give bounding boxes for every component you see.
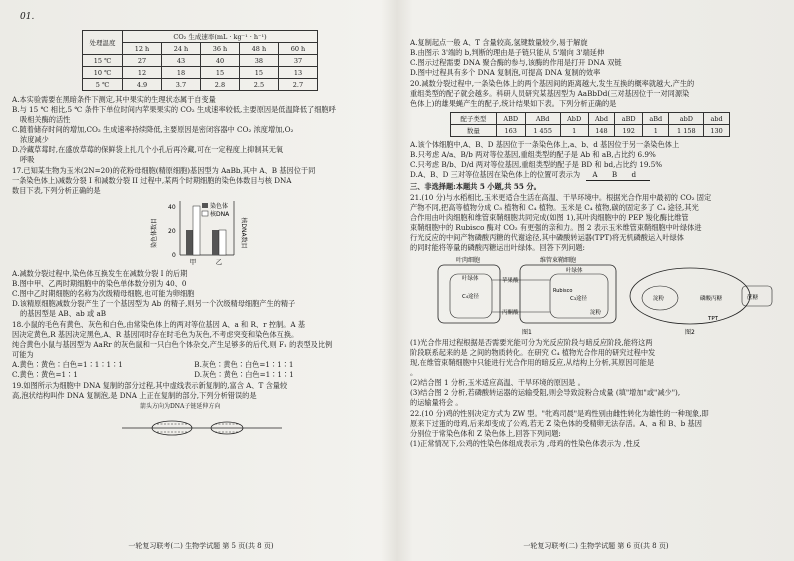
question-18 [12,320,390,380]
option-line: 浓度减少 [20,135,49,144]
replication-svg [12,402,390,446]
option-line: 的基因型是 AB、ab 或 aB [20,309,107,318]
question-line: 原来下过蛋的母鸡,后来却变成了公鸡,若无 Z 染色体的受精卵无法存活。A、a 和 B、b 基因 [410,419,702,428]
question-line: (1)光合作用过程根据是否需要光能可分为光反应阶段与暗反应阶段,能将这两 [410,338,653,347]
legend-dna: 核DNA [210,211,230,218]
table-cell: 12 [123,67,162,79]
table-cell: AbD [560,113,588,125]
category-yi: 乙 [215,258,223,266]
question-line: 产物不同,把高等植物分成 C₃ 植物和 C₄ 植物。玉米是 C₄ 植物,碳的固定多了 C₄ 途径,其光 [410,203,699,212]
table-cell: 15 ℃ [83,55,123,67]
table-cell: ABd [525,113,560,125]
table-cell: 5 ℃ [83,79,123,91]
table-cell: ABD [496,113,525,125]
question-line: 21.(10 分)与水稻相比,玉米更适合生活在高温、干旱环境中。根据光合作用中最初的 CO₂ 固定 [410,193,712,202]
option-d: D.灰色∶黄色∶白色=1∶1∶1 [194,370,294,379]
table-cell: 130 [704,125,730,137]
legend-swatch-dna [202,211,208,216]
tick-label: 0 [172,252,176,259]
table-cell: abD [669,113,704,125]
table-cell: Abd [588,113,615,125]
question-line: 的同时能将等量的磷酸丙糖运出叶绿体。回答下列问题: [410,243,585,252]
option-d: D.A、B、D 三对等位基因在染色体上的位置可表示为 [410,170,581,179]
option-row [12,370,390,380]
option-line: C.只考虑 B/b、D/d 两对等位基因,重组类型的配子是 BD 和 bd,占比约 19.5% [410,160,663,169]
table-label: 数量 [451,125,497,137]
chloroplast-label: 叶绿体 [566,268,583,274]
starch-label: 淀粉 [590,310,602,316]
table-row [83,79,318,91]
fig1-caption: 图1 [522,329,532,336]
gamete-table [450,112,730,137]
question-line: 数目下表,下列分析正确的是 [12,186,101,195]
option-line: B.由图示 3'端的 b,判断的理由是子链只能从 5'端向 3'端延伸 [410,48,605,57]
option-line: C.随着储存时间的增加,CO₂ 生成速率持续降低,主要原因是密闭容器中 CO₂ 浓度增加,O₂ [12,125,294,134]
question-line: 。 [410,368,418,377]
table-label: 配子类型 [451,113,497,125]
option-line: A.本实验需要在黑暗条件下测定,其中果实的生理状态属于自变量 [12,95,216,104]
section-heading: 三、非选择题:本题共 5 小题,共 55 分。 [410,182,541,191]
question-19 [12,381,390,401]
question-line: (3)结合图 2 分析,若磷酸转运器的运输受阻,则会导致淀粉合成量 (填"增加"或"减少"), [410,388,681,397]
malate-label: 苹果酸 [502,278,519,284]
question-20 [410,79,782,109]
question-line: 可能为 [12,350,34,359]
q16-options [12,95,390,165]
fig1-mesophyll-label: 叶肉细胞 [456,257,481,264]
table-cell: 40 [200,55,239,67]
table-cell: 15 [239,67,278,79]
table-cell: 27 [123,55,162,67]
gene-label: B [611,170,618,179]
pyruvate-label: 丙酮酸 [502,310,519,316]
table-time: 12 h [123,43,162,55]
tick-label: 20 [168,228,176,235]
table-cell: 18 [161,67,200,79]
option-line: C.图中乙时期细胞的名称为次级精母细胞,也可能为卵细胞 [12,289,195,298]
fig1-bundle-label: 维管束鞘细胞 [540,257,577,264]
gene-label: d [631,170,637,179]
question-line: 17.已知某生物为玉米(2N=20)的花粉母细胞(精原细胞)基因型为 AaBb,其中 A、B 基因位于同 [12,166,316,175]
question-line: 色体上)的雄果蝇产生的配子,统计结果如下表。下列分析正确的是 [410,99,617,108]
table-cell: 2.5 [239,79,278,91]
table-cell: abd [704,113,730,125]
tick-label: 40 [168,204,176,211]
table-time: 60 h [278,43,317,55]
table-cell: 38 [239,55,278,67]
question-line: 一条染色体上)减数分裂 I 和减数分裂 II 过程中,某两个时期细胞的染色体数目与核 DNA [12,176,292,185]
table-cell: 43 [161,55,200,67]
left-page [12,8,390,553]
option-line: D.冷藏草莓时,在盛放草莓的保鲜袋上扎几个小孔后再冷藏,可在一定程度上抑制其无氧 [12,145,284,154]
table-cell: 15 [200,67,239,79]
question-line: (2)结合图 1 分析,玉米适应高温、干旱环境的原因是 。 [410,378,585,387]
fig2-tpt-label: TPT [708,316,719,322]
table-cell: 3.7 [161,79,200,91]
table-head-temp: 处理温度 [83,31,123,55]
q19-options [410,38,782,78]
right-axis-label: 核DNA数目 [240,217,247,249]
option-line: 吸相关酶的活性 [20,115,71,124]
bar-yi-chromosome [212,230,219,255]
table-cell: 148 [588,125,615,137]
bar-yi-dna [219,230,226,255]
table-time: 48 h [239,43,278,55]
table-cell: 1 [643,125,669,137]
fig2-caption: 图2 [685,329,695,336]
table-cell: 1 455 [525,125,560,137]
legend-swatch-chromosome [202,203,208,208]
question-line: 阶段联系起来的是 之间的物质转化。在研究 C₄ 植物光合作用的研究过程中发 [410,348,656,357]
question-line: 因决定黄色,R 基因决定黑色,A、R 基因同时存在时毛色为灰色,不考虑突变和染色体互换。 [12,330,299,339]
table-cell: 13 [278,67,317,79]
question-line: 分别位于常染色体和 Z 染色体上,回答下列问题: [410,429,561,438]
table-cell: 2.8 [200,79,239,91]
table-time: 24 h [161,43,200,55]
left-axis-label: 染色体数目 [151,217,158,249]
question-line: 现,在维管束鞘细胞中只能进行光合作用的暗反应,从结构上分析,其原因可能是 [410,358,655,367]
figures-svg [410,254,782,338]
gene-label: A [592,170,598,179]
question-line: 纯合黄色小鼠与基因型为 AaRr 的灰色鼠和一只白色个体杂交,产生足够多的后代,则 F₁ 的表型及比例 [12,340,333,349]
chromosome-diagram [586,170,650,181]
option-line: D.图中过程具有多个 DNA 复制泡,可提高 DNA 复制的效率 [410,68,601,77]
table-cell: aBD [615,113,643,125]
chart-svg [12,197,390,269]
option-line: B.图中甲、乙两时期细胞中的染色单体数分别为 40、0 [12,279,187,288]
option-line: C.图示过程需要 DNA 聚合酶的参与,该酶的作用是打开 DNA 双链 [410,58,622,67]
table-cell: 10 ℃ [83,67,123,79]
table-row [83,55,318,67]
question-line: 重组类型的配子就会越多。科研人员研究某基因型为 AaBbDd(三对基因位于一对同源染 [410,89,690,98]
figure-caption: 箭头方向为DNA子链延伸方向 [140,403,221,410]
table-cell: 192 [615,125,643,137]
co2-rate-table [82,30,318,91]
question-line: 20.减数分裂过程中,一条染色体上的两个基因间的距离越大,发生互换的概率就越大,产生的 [410,79,695,88]
question-line: 的运输量将会 。 [410,398,463,407]
option-b: B.灰色∶黄色∶白色=1∶1∶1 [194,360,294,369]
question-17 [12,166,390,196]
question-line: 高,泡状结构叫作 DNA 复制泡,是 DNA 上正在复制的部分,下列分析错误的是 [12,391,257,400]
table-cell: 37 [278,55,317,67]
option-line: B.与 15 ℃ 相比,5 ℃ 条件下单位时间内苹果果实的 CO₂ 生成速率较低,主要原因是低温降低了细胞呼 [12,105,336,114]
table-cell: 4.9 [123,79,162,91]
question-line: 22.(10 分)鸡的性别决定方式为 ZW 型。"牝鸡司晨"是鸡性别由雌性转化为雄性的一种现象,即 [410,409,709,418]
table-cell: 1 [560,125,588,137]
option-line: A.复制起点一般 A、T 含量较高,氢键数量较少,易于解旋 [410,38,588,47]
question-line: 19.如图所示为细胞中 DNA 复制的部分过程,其中虚线表示新复制的,富含 A、T 含量较 [12,381,288,390]
rubisco-label: Rubisco [553,288,573,294]
q17-options [12,269,390,319]
option-line: A.该个体细胞中,A、B、D 基因位于一条染色体上,a、b、d 基因位于另一条染色体上 [410,140,680,149]
fig2-triose-label: 磷酸丙糖 [700,296,723,302]
question-line: (1)正常情况下,公鸡的性染色体组成表示为 ,母鸡的性染色体表示为 ,性反 [410,439,641,448]
q21-parts [410,338,782,408]
question-line: 18.小鼠的毛色有黄色、灰色和白色,由常染色体上的两对等位基因 A、a 和 R、r 控制。A 基 [12,320,306,329]
option-line: D.该精原细胞减数分裂产生了一个基因型为 Ab 的精子,则另一个次级精母细胞产生的精子 [12,299,296,308]
table-cell: aBd [643,113,669,125]
c4-pathway-label: C₄途径 [462,294,480,300]
page-footer: 一轮复习联考(二) 生物学试题 第 5 页(共 8 页) [128,542,274,550]
table-cell: 2.7 [278,79,317,91]
table-cell: 1 158 [669,125,704,137]
option-c: C.黄色∶黄色=1∶1 [12,370,78,379]
option-line: A.减数分裂过程中,染色体互换发生在减数分裂 I 的后期 [12,269,188,278]
question-line: 行光反应的中间产物磷酸丙糖的代谢途径,其中磷酸转运器(TPT)将无机磷酸运入叶绿体 [410,233,684,242]
fig2-starch-label: 淀粉 [653,296,665,302]
question-22 [410,409,782,449]
table-time: 36 h [200,43,239,55]
option-line: 呼吸 [20,155,35,164]
chloroplast-outline [630,268,750,324]
q20-options [410,140,782,181]
table-row [83,67,318,79]
table-cell: 163 [496,125,525,137]
question-21 [410,193,782,253]
option-line [410,170,782,181]
corner-mark: 01. [20,12,35,22]
bar-jia-chromosome [186,230,193,255]
category-jia: 甲 [189,258,197,266]
table-head-rate: CO₂ 生成速率(mL · kg⁻¹ · h⁻¹) [123,31,318,43]
question-line: 束鞘细胞中的 Rubisco 酶对 CO₂ 有更强的亲和力。图 2 表示玉米维管束鞘细胞中叶绿体进 [410,223,702,232]
fig2-sucrose-label: 蔗糖 [747,295,759,301]
right-page [410,8,782,553]
chloroplast-label: 叶绿体 [462,276,479,282]
option-line: B.只考虑 A/a、B/b 两对等位基因,重组类型的配子是 Ab 和 aB,占比约 6.9% [410,150,656,159]
bar-jia-dna [193,206,200,255]
page-footer: 一轮复习联考(二) 生物学试题 第 6 页(共 8 页) [523,542,669,550]
legend-chromosome: 染色体 [210,203,229,210]
option-a: A.黄色∶黄色∶白色=1∶1∶1∶1 [12,360,123,369]
option-row [12,360,390,370]
chromosome-dna-chart [12,197,390,269]
question-line: 合作用由叶肉细胞和维管束鞘细胞共同完成(如图 1),其叶肉细胞中的 PEP 羧化酶比维管 [410,213,689,222]
calvin-label: C₃途径 [570,296,588,302]
photosynthesis-figures [410,254,782,338]
dna-replication-figure [12,402,390,446]
